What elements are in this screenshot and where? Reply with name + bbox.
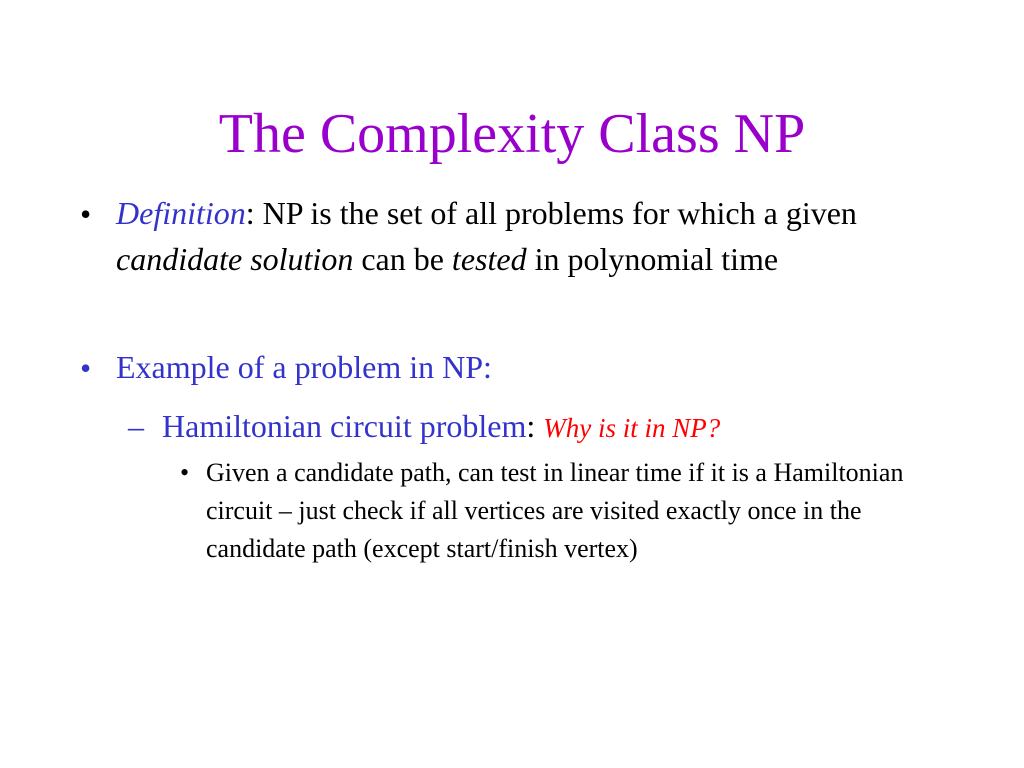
explanation-text: Given a candidate path, can test in linear time if it is a Hamiltonian circuit – just check if all vertices are visited exactly once in the candidate path (except start/finish vertex) <box>206 458 904 563</box>
definition-text <box>116 190 956 282</box>
definition-colon: : <box>245 195 263 231</box>
definition-segment-1: NP is the set of all problems for which a given <box>262 195 857 231</box>
bullet-marker: • <box>80 350 92 386</box>
definition-emphasis-tested: tested <box>451 241 527 277</box>
definition-term: Definition <box>116 195 246 231</box>
slide-title: The Complexity Class NP <box>218 103 806 165</box>
bullet-marker: • <box>80 196 92 232</box>
hamiltonian-text <box>162 402 982 452</box>
definition-segment-2: can be <box>353 241 452 277</box>
example-text: Example of a problem in NP: <box>116 349 492 385</box>
bullet-marker: • <box>180 458 190 487</box>
hamiltonian-label: Hamiltonian circuit problem <box>162 408 527 444</box>
hamiltonian-question: Why is it in NP? <box>543 413 721 443</box>
dash-marker: – <box>128 408 144 444</box>
hamiltonian-colon: : <box>526 408 544 444</box>
definition-segment-3: in polynomial time <box>526 241 779 277</box>
definition-emphasis-candidate-solution: candidate solution <box>116 241 354 277</box>
